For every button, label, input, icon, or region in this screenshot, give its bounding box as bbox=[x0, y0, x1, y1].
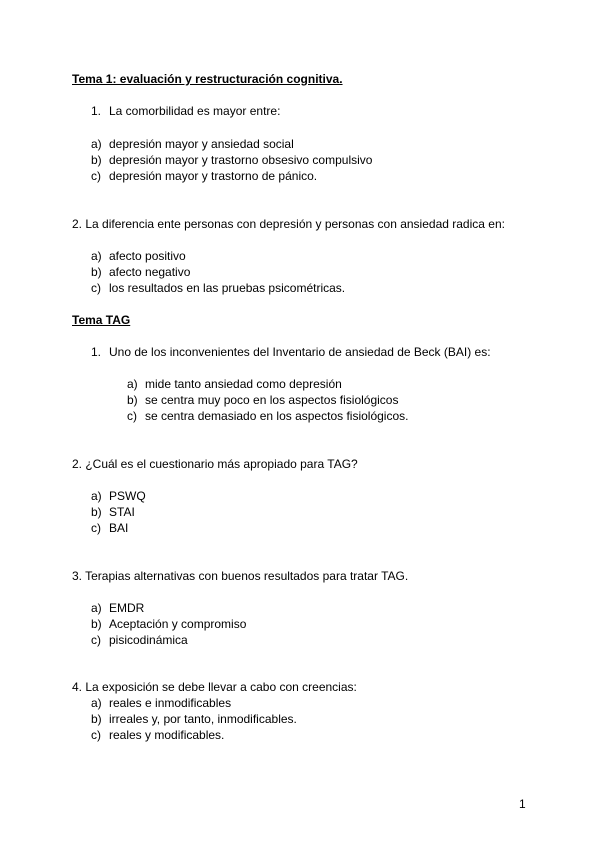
option-letter: a) bbox=[91, 249, 102, 263]
option-letter: c) bbox=[91, 169, 101, 183]
option-letter: a) bbox=[91, 137, 102, 151]
option-text: depresión mayor y trastorno obsesivo compulsivo bbox=[109, 153, 373, 167]
option-letter: c) bbox=[91, 521, 101, 535]
option-letter: c) bbox=[91, 281, 101, 295]
option-letter: b) bbox=[91, 153, 102, 167]
question-text: 4. La exposición se debe llevar a cabo con creencias: bbox=[72, 680, 357, 694]
option-letter: b) bbox=[91, 265, 102, 279]
question-number: 1. bbox=[91, 104, 102, 118]
option-text: irreales y, por tanto, inmodificables. bbox=[109, 712, 297, 726]
option-text: depresión mayor y trastorno de pánico. bbox=[109, 169, 318, 183]
option-text: depresión mayor y ansiedad social bbox=[109, 137, 294, 151]
option-text: se centra muy poco en los aspectos fisiológicos bbox=[145, 393, 399, 407]
option-text: mide tanto ansiedad como depresión bbox=[145, 377, 342, 391]
option-letter: a) bbox=[91, 489, 102, 503]
option-text: afecto positivo bbox=[109, 249, 186, 263]
question-text: 3. Terapias alternativas con buenos resultados para tratar TAG. bbox=[72, 569, 409, 583]
option-letter: b) bbox=[91, 505, 102, 519]
option-letter: c) bbox=[127, 409, 137, 423]
option-letter: c) bbox=[91, 633, 101, 647]
option-letter: c) bbox=[91, 728, 101, 742]
option-text: reales e inmodificables bbox=[109, 696, 232, 710]
question-text: 2. ¿Cuál es el cuestionario más apropiado para TAG? bbox=[72, 457, 358, 471]
option-letter: a) bbox=[91, 696, 102, 710]
option-letter: b) bbox=[91, 617, 102, 631]
option-text: afecto negativo bbox=[109, 265, 191, 279]
option-text: STAI bbox=[109, 505, 135, 519]
option-text: pisicodinámica bbox=[109, 633, 188, 647]
option-letter: b) bbox=[127, 393, 138, 407]
option-text: Aceptación y compromiso bbox=[109, 617, 247, 631]
question-text: La comorbilidad es mayor entre: bbox=[109, 104, 281, 118]
option-text: los resultados en las pruebas psicométricas. bbox=[109, 281, 346, 295]
question-number: 1. bbox=[91, 345, 102, 359]
option-text: reales y modificables. bbox=[109, 728, 225, 742]
option-letter: a) bbox=[91, 601, 102, 615]
section1-heading: Tema 1: evaluación y restructuración cognitiva. bbox=[72, 72, 343, 86]
option-letter: a) bbox=[127, 377, 138, 391]
section2-heading: Tema TAG bbox=[72, 313, 131, 327]
page-number: 1 bbox=[519, 797, 526, 811]
question-text: 2. La diferencia ente personas con depresión y personas con ansiedad radica en: bbox=[72, 217, 505, 231]
option-text: PSWQ bbox=[109, 489, 146, 503]
option-text: EMDR bbox=[109, 601, 145, 615]
option-letter: b) bbox=[91, 712, 102, 726]
option-text: BAI bbox=[109, 521, 129, 535]
question-text: Uno de los inconvenientes del Inventario de ansiedad de Beck (BAI) es: bbox=[109, 345, 491, 359]
option-text: se centra demasiado en los aspectos fisiológicos. bbox=[145, 409, 409, 423]
